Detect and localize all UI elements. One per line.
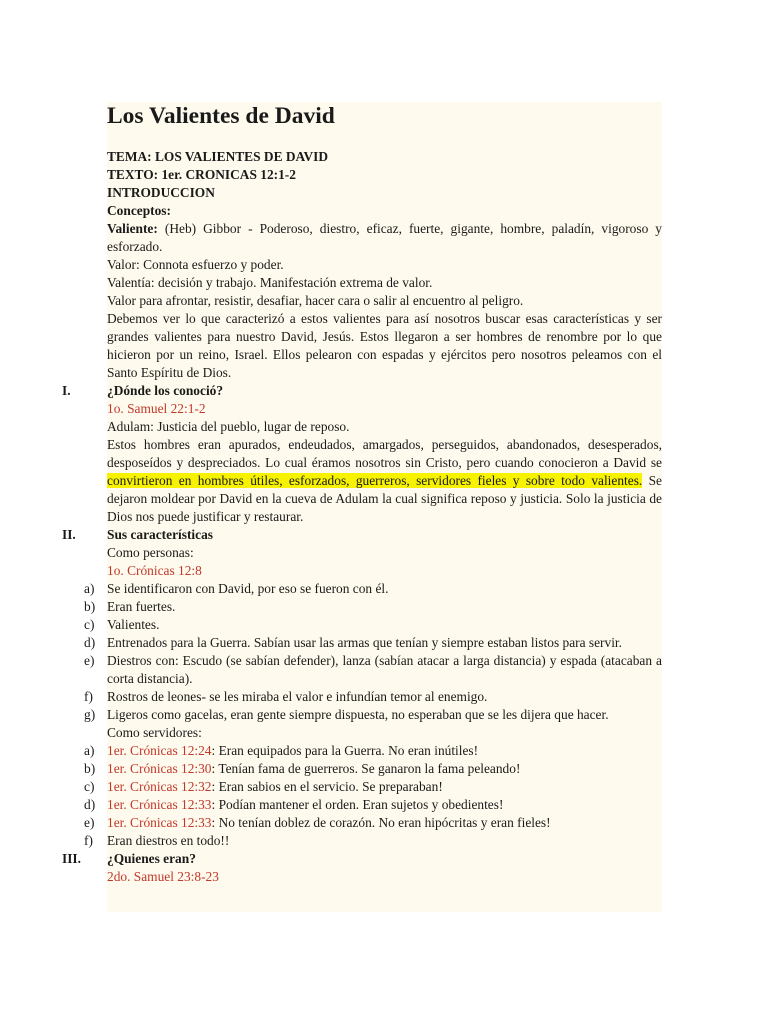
list-item-letter: g): [84, 707, 96, 722]
list-item-letter: f): [84, 689, 93, 704]
list-item: [84, 796, 662, 814]
servidores-label: Como servidores:: [107, 725, 202, 740]
list-item-letter: e): [84, 653, 95, 668]
personas-reference: 1o. Crónicas 12:8: [107, 563, 202, 578]
section-1-heading-row: [62, 382, 662, 400]
section-2-numeral: II.: [62, 527, 76, 542]
list-item-text: Eran diestros en todo!!: [107, 833, 230, 848]
list-item-letter: c): [84, 617, 95, 632]
list-item-text: Rostros de leones- se les miraba el valor e infundían temor al enemigo.: [107, 689, 488, 704]
list-item-reference: 1er. Crónicas 12:33: [107, 815, 212, 830]
section-3-numeral: III.: [62, 851, 81, 866]
list-item: [84, 832, 662, 850]
list-item-letter: e): [84, 815, 95, 830]
valiente-definition: [107, 220, 662, 256]
list-item-text: Eran fuertes.: [107, 599, 176, 614]
page-title: Los Valientes de David: [107, 103, 335, 129]
section-1-numeral: I.: [62, 383, 71, 398]
valor-afrontar: Valor para afrontar, resistir, desafiar, hacer cara o salir al encuentro al peligro.: [107, 293, 524, 308]
adulam-line: Adulam: Justicia del pueblo, lugar de reposo.: [107, 419, 350, 434]
paragraph-text-start: Estos hombres eran apurados, endeudados, amargados, perseguidos, abandonados, desesperados, desposeídos y despreciados. Lo cual éramos nosotros sin Cristo, pero cuando conocieron a David se: [107, 437, 662, 470]
conceptos-heading: Conceptos:: [107, 203, 171, 218]
valor-definition: Valor: Connota esfuerzo y poder.: [107, 257, 284, 272]
list-item-letter: d): [84, 797, 96, 812]
list-item: [84, 778, 662, 796]
list-item-letter: c): [84, 779, 95, 794]
list-item: [84, 616, 662, 634]
list-item: [84, 598, 662, 616]
list-item-reference: 1er. Crónicas 12:30: [107, 761, 212, 776]
section-3-heading: ¿Quienes eran?: [107, 851, 196, 866]
list-item: [84, 706, 662, 724]
section-1-heading: ¿Dónde los conoció?: [107, 383, 224, 398]
list-item-letter: f): [84, 833, 93, 848]
list-item-reference: 1er. Crónicas 12:24: [107, 743, 212, 758]
section-1-reference: 1o. Samuel 22:1-2: [107, 401, 206, 416]
list-item-letter: d): [84, 635, 96, 650]
list-item-text: Valientes.: [107, 617, 160, 632]
list-item: [84, 634, 662, 652]
tema-line: TEMA: LOS VALIENTES DE DAVID: [107, 149, 329, 164]
section-1-paragraph: [107, 436, 662, 526]
list-item-text: : Podían mantener el orden. Eran sujetos y obedientes!: [211, 797, 504, 812]
texto-line: TEXTO: 1er. CRONICAS 12:1-2: [107, 167, 296, 182]
section-2-heading: Sus características: [107, 527, 213, 542]
list-item-text: Ligeros como gacelas, eran gente siempre dispuesta, no esperaban que se les dijera que hacer.: [107, 707, 609, 722]
list-item-text: Diestros con: Escudo (se sabían defender), lanza (sabían atacar a larga distancia) y espada (atacaban a corta distancia).: [107, 653, 662, 686]
list-item-text: : No tenían doblez de corazón. No eran hipócritas y eran fieles!: [211, 815, 551, 830]
list-item-text: Se identificaron con David, por eso se fueron con él.: [107, 581, 389, 596]
list-item-letter: b): [84, 599, 96, 614]
document-content: [62, 101, 662, 886]
highlighted-text: convirtieron en hombres útiles, esforzados, guerreros, servidores fieles y sobre todo valientes.: [107, 473, 643, 488]
list-item-reference: 1er. Crónicas 12:32: [107, 779, 212, 794]
section-3-reference: 2do. Samuel 23:8-23: [107, 869, 219, 884]
list-item: [84, 760, 662, 778]
introduccion-heading: INTRODUCCION: [107, 185, 215, 200]
list-item-letter: a): [84, 581, 95, 596]
list-item-reference: 1er. Crónicas 12:33: [107, 797, 212, 812]
list-item: [84, 652, 662, 688]
list-item-text: : Eran sabios en el servicio. Se preparaban!: [211, 779, 443, 794]
list-item: [84, 742, 662, 760]
list-item-letter: a): [84, 743, 95, 758]
valentia-definition: Valentía: decisión y trabajo. Manifestación extrema de valor.: [107, 275, 433, 290]
list-item-text: : Tenían fama de guerreros. Se ganaron la fama peleando!: [211, 761, 521, 776]
intro-paragraph: Debemos ver lo que caracterizó a estos valientes para así nosotros buscar esas características y ser grandes valientes para nuestro David, Jesús. Estos llegaron a ser hombres de renombre por lo que hicieron por un reino, Israel. Ellos pelearon con espadas y ejércitos pero nosotros peleamos con el Santo Espíritu de Dios.: [107, 311, 662, 380]
list-item-text: Entrenados para la Guerra. Sabían usar las armas que tenían y siempre estaban listos para servir.: [107, 635, 622, 650]
valiente-term: Valiente:: [107, 221, 158, 236]
section-2-heading-row: [62, 526, 662, 544]
list-item-letter: b): [84, 761, 96, 776]
section-3-heading-row: [62, 850, 662, 868]
list-item: [84, 688, 662, 706]
personas-label: Como personas:: [107, 545, 194, 560]
list-item-text: : Eran equipados para la Guerra. No eran inútiles!: [211, 743, 479, 758]
paragraph-text-end: Se dejaron moldear por David en la cueva de Adulam la cual significa reposo y justicia. Solo la justicia de Dios nos puede justificar y restaurar.: [107, 473, 662, 524]
valiente-text: (Heb) Gibbor - Poderoso, diestro, eficaz, fuerte, gigante, hombre, paladín, vigoroso y esforzado.: [107, 221, 662, 254]
list-item: [84, 580, 662, 598]
list-item: [84, 814, 662, 832]
